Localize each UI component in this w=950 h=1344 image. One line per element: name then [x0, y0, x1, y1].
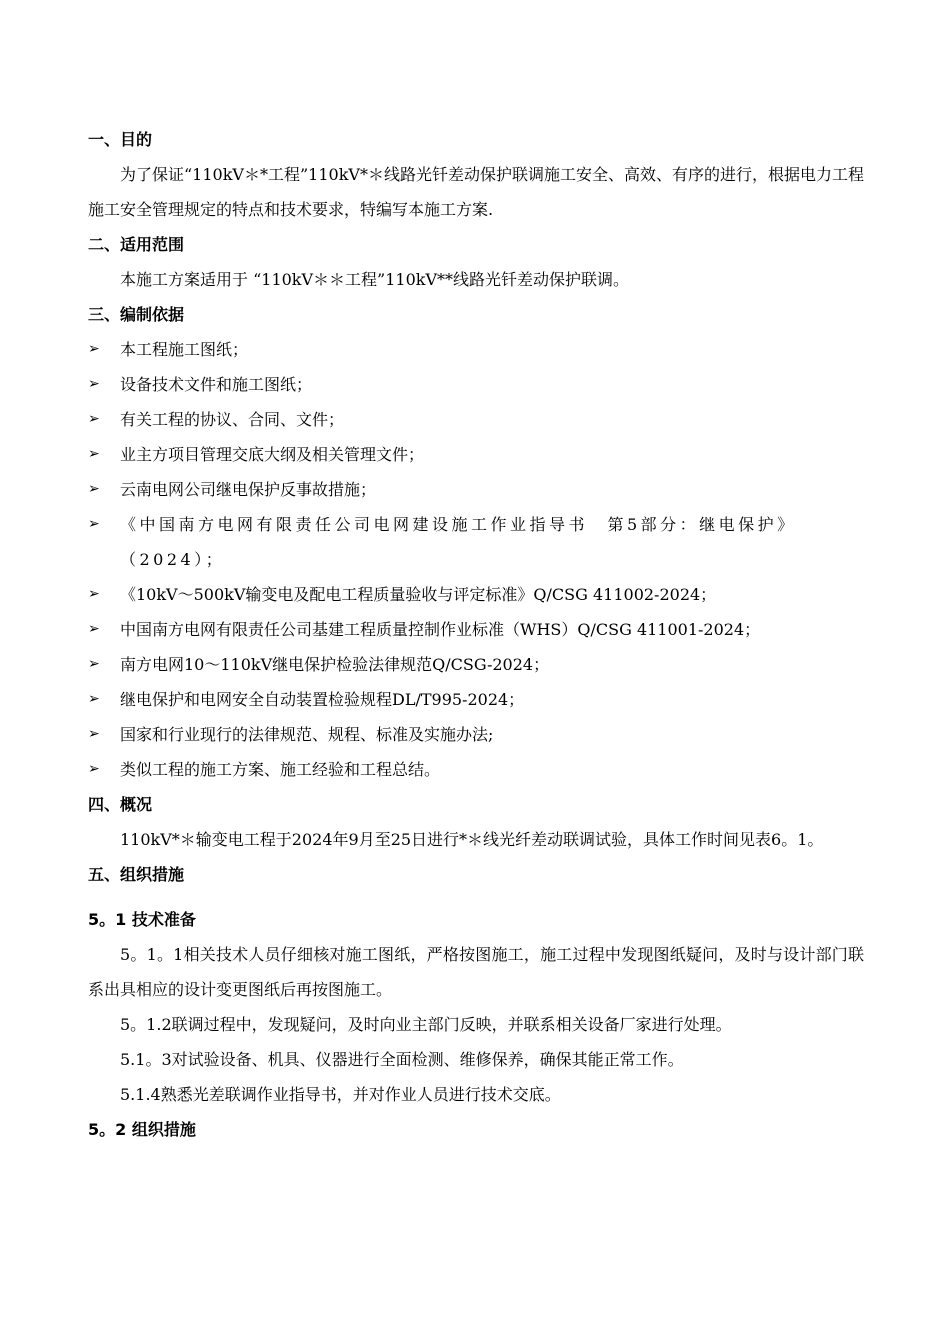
arrow-bullet-icon: ➢	[88, 411, 100, 427]
list-item: ➢ 中国南方电网有限责任公司基建工程质量控制作业标准（WHS）Q/CSG 411001-2024；	[88, 612, 864, 647]
section-heading-basis: 三、编制依据	[88, 305, 185, 324]
list-item: ➢ 《中国南方电网有限责任公司电网建设施工作业指导书 第5部分：继电保护》（2024）；	[88, 507, 864, 577]
list-item: ➢ 国家和行业现行的法律规范、规程、标准及实施办法;	[88, 717, 864, 752]
technical-prep-paragraph-3: 5.1。3对试验设备、机具、仪器进行全面检测、维修保养，确保其能正常工作。	[120, 1050, 684, 1069]
subsection-heading-organization-measures: 5。2 组织措施	[88, 1120, 196, 1139]
arrow-bullet-icon: ➢	[88, 376, 100, 392]
list-item: ➢ 南方电网10～110kV继电保护检验法律规范Q/CSG-2024；	[88, 647, 864, 682]
technical-prep-paragraph-2: 5。1.2联调过程中，发现疑问，及时向业主部门反映，并联系相关设备厂家进行处理。	[120, 1015, 732, 1034]
list-item: ➢ 继电保护和电网安全自动装置检验规程DL/T995-2024；	[88, 682, 864, 717]
arrow-bullet-icon: ➢	[88, 621, 100, 637]
list-item: ➢ 本工程施工图纸；	[88, 332, 864, 367]
arrow-bullet-icon: ➢	[88, 656, 100, 672]
arrow-bullet-icon: ➢	[88, 341, 100, 357]
section-heading-organization: 五、组织措施	[88, 865, 185, 884]
document-page	[88, 122, 864, 1147]
basis-list	[88, 332, 864, 787]
list-item: ➢ 云南电网公司继电保护反事故措施；	[88, 472, 864, 507]
arrow-bullet-icon: ➢	[88, 446, 100, 462]
arrow-bullet-icon: ➢	[88, 516, 100, 532]
list-item: ➢ 《10kV～500kV输变电及配电工程质量验收与评定标准》Q/CSG 411002-2024；	[88, 577, 864, 612]
arrow-bullet-icon: ➢	[88, 726, 100, 742]
section-heading-purpose: 一、目的	[88, 130, 153, 149]
overview-paragraph: 110kV*＊输变电工程于2024年9月至25日进行*＊线光纤差动联调试验，具体工作时间见表6。1。	[120, 830, 824, 849]
scope-paragraph: 本施工方案适用于 “110kV＊＊工程”110kV**线路光钎差动保护联调。	[120, 270, 630, 289]
arrow-bullet-icon: ➢	[88, 761, 100, 777]
technical-prep-paragraph-1: 5。1。1相关技术人员仔细核对施工图纸，严格按图施工，施工过程中发现图纸疑问，及时与设计部门联系出具相应的设计变更图纸后再按图施工。	[88, 945, 864, 999]
technical-prep-paragraph-4: 5.1.4熟悉光差联调作业指导书，并对作业人员进行技术交底。	[120, 1085, 561, 1104]
list-item: ➢ 业主方项目管理交底大纲及相关管理文件；	[88, 437, 864, 472]
section-heading-scope: 二、适用范围	[88, 235, 185, 254]
list-item: ➢ 类似工程的施工方案、施工经验和工程总结。	[88, 752, 864, 787]
list-item: ➢ 设备技术文件和施工图纸；	[88, 367, 864, 402]
arrow-bullet-icon: ➢	[88, 481, 100, 497]
purpose-paragraph: 为了保证“110kV＊*工程”110kV*＊线路光钎差动保护联调施工安全、高效、有序的进行，根据电力工程施工安全管理规定的特点和技术要求，特编写本施工方案.	[88, 165, 864, 219]
arrow-bullet-icon: ➢	[88, 586, 100, 602]
subsection-heading-technical-prep: 5。1 技术准备	[88, 910, 196, 929]
arrow-bullet-icon: ➢	[88, 691, 100, 707]
list-item: ➢ 有关工程的协议、合同、文件；	[88, 402, 864, 437]
section-heading-overview: 四、概况	[88, 795, 153, 814]
